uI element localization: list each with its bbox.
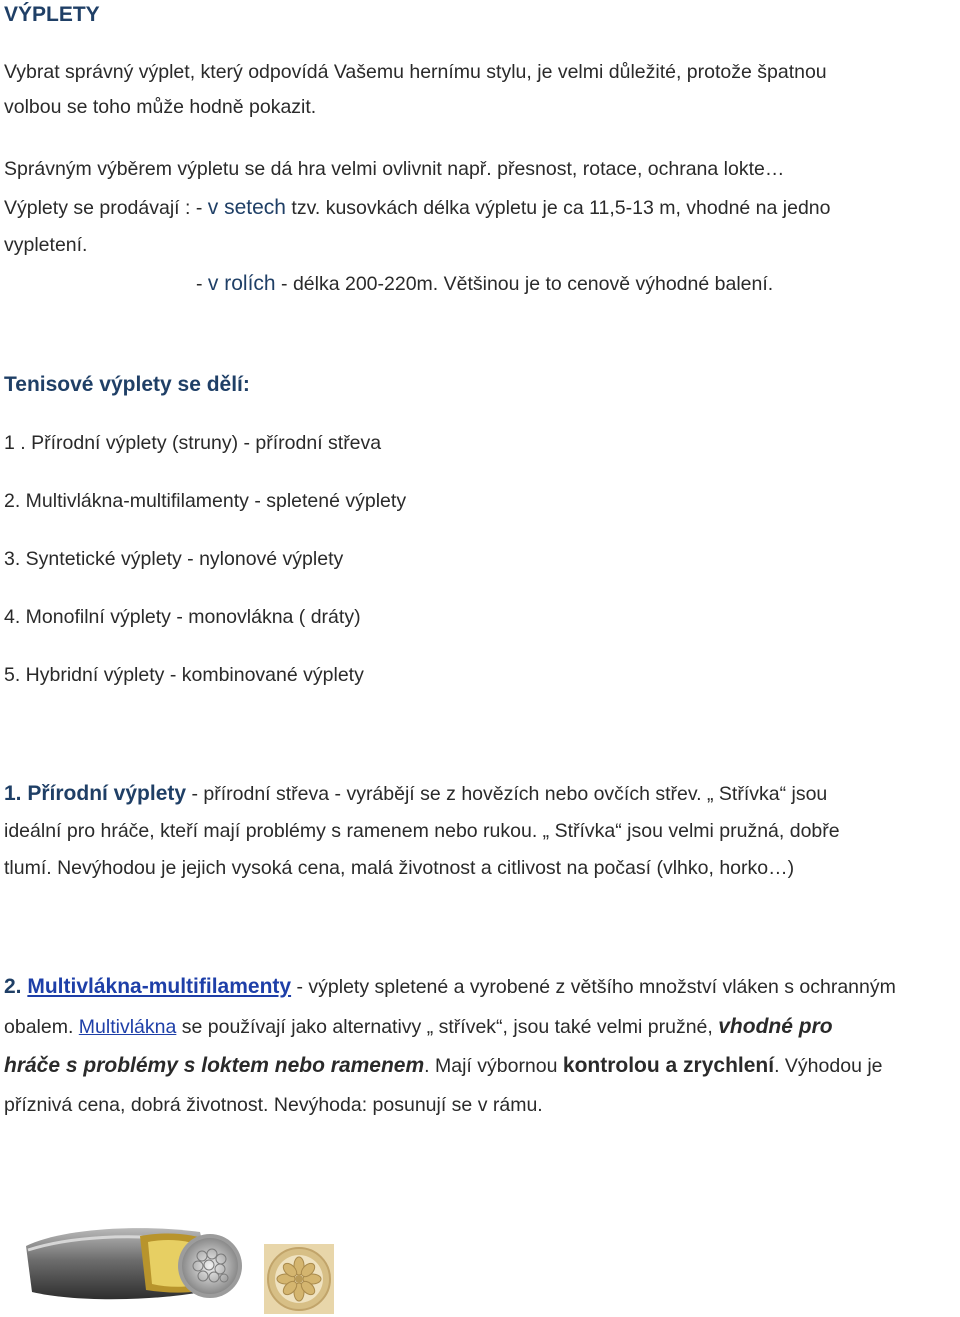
multivlakna-link[interactable]: Multivlákna	[78, 1016, 177, 1038]
page-title: VÝPLETY	[4, 3, 100, 26]
multi-line-2-emph: vhodné pro	[718, 1015, 833, 1038]
multi-line-2-b: se používají jako alternativy „ střívek“, jsou také velmi pružné,	[176, 1016, 719, 1038]
multifilament-link[interactable]: Multivlákna-multifilamenty	[27, 975, 292, 998]
paragraph-2-line-1: Správným výběrem výpletu se dá hra velmi ovlivnit např. přesnost, rotace, ochrana lokte…	[4, 158, 785, 180]
multi-line-1	[4, 976, 896, 998]
sets-prefix: Výplety se prodávají : -	[4, 197, 208, 219]
types-item-2: 2. Multivlákna-multifilamenty - spletené výplety	[4, 490, 407, 512]
paragraph-2-line-2	[4, 197, 831, 219]
types-item-1: 1 . Přírodní výplety (struny) - přírodní střeva	[4, 432, 382, 454]
sets-label: v setech	[207, 196, 286, 219]
filament-cross-section-image	[264, 1244, 334, 1314]
multifilament-string-image	[22, 1206, 246, 1314]
rolls-prefix: -	[196, 273, 208, 295]
multi-line-3	[4, 1055, 883, 1077]
paragraph-2-line-3: vypletení.	[4, 234, 88, 256]
multi-line-1-rest: - výplety spletené a vyrobené z většího množství vláken s ochranným	[291, 976, 896, 998]
rolls-rest: - délka 200-220m. Většinou je to cenově výhodné balení.	[275, 273, 774, 295]
multi-line-3-emph: hráče s problémy s loktem nebo ramenem	[4, 1054, 425, 1077]
natural-line-2: ideální pro hráče, kteří mají problémy s ramenem nebo rukou. „ Střívka“ jsou velmi pružná, dobře	[4, 820, 840, 842]
multi-line-3-b: . Mají výbornou	[424, 1055, 563, 1077]
paragraph-2-line-4	[196, 273, 773, 295]
types-item-5: 5. Hybridní výplety - kombinované výplety	[4, 664, 364, 686]
multi-line-2-a: obalem.	[4, 1016, 79, 1038]
types-item-4: 4. Monofilní výplety - monovlákna ( dráty)	[4, 606, 361, 628]
natural-line-1	[4, 783, 827, 805]
intro-line-2: volbou se toho může hodně pokazit.	[4, 96, 317, 118]
natural-line-3: tlumí. Nevýhodou je jejich vysoká cena, malá životnost a citlivost na počasí (vlhko, horko…)	[4, 857, 795, 879]
multi-line-3-bold: kontrolou a zrychlení	[562, 1054, 775, 1077]
natural-heading: 1. Přírodní výplety	[4, 782, 187, 805]
sets-rest: tzv. kusovkách délka výpletu je ca 11,5-13 m, vhodné na jedno	[285, 197, 831, 219]
types-item-3: 3. Syntetické výplety - nylonové výplety	[4, 548, 344, 570]
intro-line-1: Vybrat správný výplet, který odpovídá Vašemu hernímu stylu, je velmi důležité, protože špatnou	[4, 61, 827, 83]
rolls-label: v rolích	[207, 272, 276, 295]
multi-number: 2.	[4, 975, 28, 998]
multi-line-2	[4, 1016, 833, 1038]
multi-line-3-d: . Výhodou je	[774, 1055, 883, 1077]
multi-line-4: příznivá cena, dobrá životnost. Nevýhoda: posunují se v rámu.	[4, 1094, 543, 1116]
types-heading: Tenisové výplety se dělí:	[4, 373, 250, 396]
natural-line-1-rest: - přírodní střeva - vyrábějí se z hovězích nebo ovčích střev. „ Střívka“ jsou	[186, 783, 828, 805]
